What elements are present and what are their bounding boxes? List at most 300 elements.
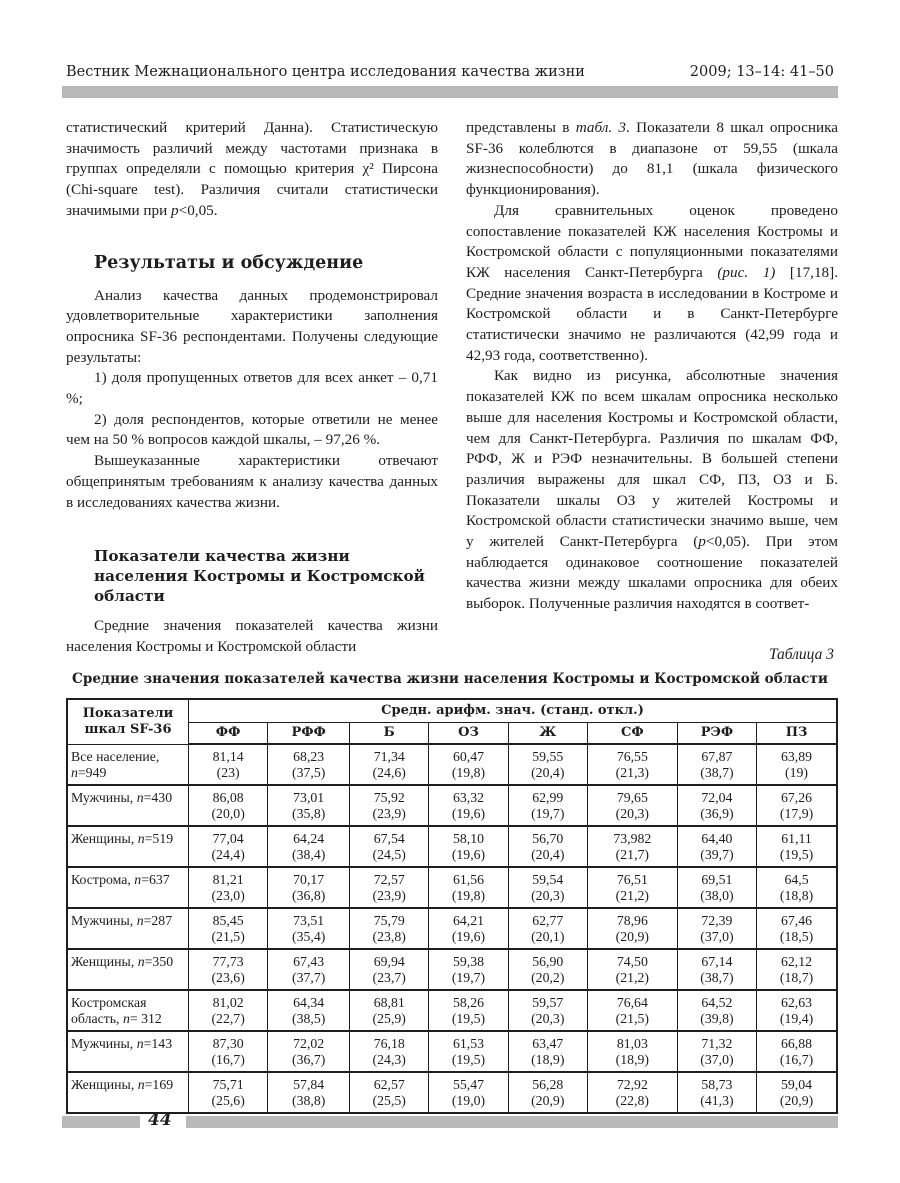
sd-value: (24,4) xyxy=(211,847,245,862)
paragraph xyxy=(466,118,838,201)
table-cell xyxy=(508,949,587,990)
mean-value: 77,73 xyxy=(212,954,244,969)
row-label xyxy=(67,744,189,785)
mean-value: 79,65 xyxy=(616,790,648,805)
sample-size-value: = 312 xyxy=(129,1011,162,1026)
sd-value: (25,9) xyxy=(372,1011,406,1026)
table-cell xyxy=(189,1072,268,1113)
group-header: Средн. арифм. знач. (станд. откл.) xyxy=(189,699,838,723)
mean-value: 85,45 xyxy=(212,913,244,928)
sd-value: (35,8) xyxy=(292,806,326,821)
issue-info: 2009; 13–14: 41–50 xyxy=(689,64,834,80)
table-cell xyxy=(189,867,268,908)
mean-value: 61,53 xyxy=(452,1036,485,1051)
sample-size-value: =519 xyxy=(144,831,174,846)
footer-rule-right xyxy=(186,1116,838,1128)
mean-value: 56,90 xyxy=(532,954,564,969)
sd-value: (16,7) xyxy=(211,1052,245,1067)
mean-value: 68,23 xyxy=(293,749,325,764)
table-cell xyxy=(350,908,429,949)
row-label-text: Все население, xyxy=(71,748,160,764)
sd-value: (21,7) xyxy=(615,847,650,862)
sd-value: (37,0) xyxy=(700,929,734,944)
row-label xyxy=(67,908,189,949)
sd-value: (25,6) xyxy=(211,1093,245,1108)
sd-value: (25,5) xyxy=(372,1093,406,1108)
sample-size-value: =637 xyxy=(141,872,170,887)
sd-value: (19,6) xyxy=(451,806,486,821)
sd-value: (19,8) xyxy=(451,765,486,780)
table-cell xyxy=(268,990,350,1031)
table-row xyxy=(67,990,837,1031)
sd-value: (20,3) xyxy=(531,1011,565,1026)
table-cell xyxy=(189,990,268,1031)
table-row xyxy=(67,1031,837,1072)
mean-value: 73,51 xyxy=(293,913,325,928)
mean-value: 64,24 xyxy=(293,831,325,846)
table-cell xyxy=(757,1072,837,1113)
sd-value: (38,4) xyxy=(292,847,326,862)
row-label xyxy=(67,990,189,1031)
list-item: 1) доля пропущенных ответов для всех анкет – 0,71 %; xyxy=(66,369,438,408)
table-cell xyxy=(757,949,837,990)
paragraph-text: . Показатели 8 шкал опросника SF-36 колеблются в диапазоне от 59,55 (шкала жизнеспособности) до 81,1 (шкала физического функционирования). xyxy=(466,119,838,199)
mean-value: 74,50 xyxy=(616,954,648,969)
sd-value: (20,4) xyxy=(531,765,565,780)
sd-value: (19) xyxy=(785,765,809,780)
table-row xyxy=(67,1072,837,1113)
table-row xyxy=(67,785,837,826)
table-cell xyxy=(429,1072,508,1113)
table-title: Средние значения показателей качества жизни населения Костромы и Костромской области xyxy=(72,671,828,687)
sd-value: (23,7) xyxy=(372,970,406,985)
sd-value: (22,8) xyxy=(615,1093,650,1108)
table-cell xyxy=(508,826,587,867)
sd-value: (24,6) xyxy=(372,765,406,780)
sd-value: (38,7) xyxy=(700,970,734,985)
mean-value: 72,04 xyxy=(701,790,733,805)
table-cell xyxy=(268,867,350,908)
mean-value: 76,55 xyxy=(616,749,648,764)
table-cell xyxy=(757,867,837,908)
row-label xyxy=(67,1031,189,1072)
table-cell xyxy=(587,785,677,826)
table-cell xyxy=(757,785,837,826)
data-table xyxy=(66,698,838,1114)
table-cell xyxy=(508,744,587,785)
table-cell xyxy=(677,990,756,1031)
sample-size-symbol: n xyxy=(136,1036,144,1051)
row-label-text: Мужчины, xyxy=(71,913,137,928)
mean-value: 63,47 xyxy=(532,1036,564,1051)
column-header: СФ xyxy=(587,723,677,745)
mean-value: 70,17 xyxy=(293,872,325,887)
table-cell xyxy=(508,785,587,826)
sd-value: (21,3) xyxy=(615,765,650,780)
row-label xyxy=(67,867,189,908)
subsection-heading: Показатели качества жизни населения Костромы и Костромской области xyxy=(94,547,425,606)
sd-value: (21,2) xyxy=(615,888,650,903)
table-cell xyxy=(677,744,756,785)
sd-value: (20,9) xyxy=(531,1093,565,1108)
column-header: ПЗ xyxy=(757,723,837,745)
sd-value: (22,7) xyxy=(211,1011,245,1026)
mean-value: 71,32 xyxy=(701,1036,733,1051)
table-cell xyxy=(677,949,756,990)
sample-size-symbol: n xyxy=(137,831,145,846)
row-label-text: Костромская xyxy=(71,995,147,1010)
journal-title: Вестник Межнационального центра исследования качества жизни xyxy=(66,64,585,80)
mean-value: 58,73 xyxy=(701,1077,733,1092)
row-label-text: Кострома, xyxy=(71,872,135,887)
sd-value: (24,5) xyxy=(372,847,406,862)
mean-value: 58,26 xyxy=(452,995,485,1010)
table-cell xyxy=(268,908,350,949)
sd-value: (19,5) xyxy=(451,1052,486,1067)
table-cell xyxy=(429,826,508,867)
sd-value: (23,0) xyxy=(211,888,245,903)
sd-value: (19,4) xyxy=(779,1011,814,1026)
mean-value: 56,28 xyxy=(532,1077,564,1092)
table-cell xyxy=(268,826,350,867)
sd-value: (19,8) xyxy=(451,888,486,903)
mean-value: 81,02 xyxy=(212,995,244,1010)
table-cell xyxy=(429,908,508,949)
sample-size-value: =143 xyxy=(143,1036,173,1051)
column-header: Ж xyxy=(508,723,587,745)
paragraph-text: [17,18]. Средние значения возраста в исследовании в Костроме и Костромской области и в Санкт-Петербурге статистически значимо не различаются (42,99 года и 42,93 года, соответственно). xyxy=(466,263,838,364)
table-cell xyxy=(677,826,756,867)
mean-value: 59,55 xyxy=(532,749,564,764)
column-header: РФФ xyxy=(268,723,350,745)
sample-size-value: =350 xyxy=(144,954,174,969)
header-rule xyxy=(62,86,838,98)
stub-header-line: шкал SF-36 xyxy=(84,721,172,737)
sd-value: (19,5) xyxy=(451,1011,486,1026)
table-cell xyxy=(508,990,587,1031)
mean-value: 67,14 xyxy=(701,954,733,969)
row-label-text: область, xyxy=(71,1011,123,1026)
sd-value: (39,7) xyxy=(700,847,734,862)
table-cell xyxy=(677,908,756,949)
mean-value: 61,11 xyxy=(781,831,812,846)
table-row xyxy=(67,867,837,908)
table-cell xyxy=(189,826,268,867)
sd-value: (20,1) xyxy=(531,929,565,944)
table-cell xyxy=(350,826,429,867)
sd-value: (38,8) xyxy=(292,1093,326,1108)
sd-value: (37,0) xyxy=(700,1052,734,1067)
paragraph: Как видно из рисунка, абсолютные значения показателей КЖ по всем шкалам опросника несколько выше для населения Костромы и Костромской области, чем для Санкт-Петербурга. Различия по шкалам ФФ, РФФ, Ж и РЭФ незначительны. В большей степени различия выражены для шкал СФ, ПЗ, ОЗ и Б. Показатели шкалы ОЗ у жителей Костромы и Костромской области статистически значимо выше, чем у жителей Санкт-Петербурга (p<0,05). При этом наблюдается одинаковое соотношение показателей качества жизни между шкалами опросника для обеих выборок. Полученные различия находятся в соответ- xyxy=(466,367,838,613)
table-cell xyxy=(350,949,429,990)
mean-value: 75,92 xyxy=(373,790,405,805)
sample-size-symbol: n xyxy=(134,872,142,887)
sd-value: (37,7) xyxy=(292,970,326,985)
stub-header xyxy=(67,699,189,744)
sd-value: (23,9) xyxy=(372,888,406,903)
sample-size-value: =430 xyxy=(143,790,173,805)
sd-value: (21,5) xyxy=(615,1011,650,1026)
table-cell xyxy=(429,1031,508,1072)
mean-value: 63,32 xyxy=(452,790,485,805)
sd-value: (36,8) xyxy=(292,888,326,903)
row-label-text: Женщины, xyxy=(71,954,138,969)
table-cell xyxy=(677,1072,756,1113)
mean-value: 72,02 xyxy=(293,1036,325,1051)
table-cell xyxy=(350,867,429,908)
sd-value: (19,5) xyxy=(779,847,814,862)
mean-value: 56,70 xyxy=(532,831,564,846)
row-label xyxy=(67,826,189,867)
table-cell xyxy=(508,908,587,949)
column-header: Б xyxy=(350,723,429,745)
table-label: Таблица 3 xyxy=(768,646,834,663)
table-row xyxy=(67,949,837,990)
sd-value: (18,9) xyxy=(615,1052,650,1067)
paragraph: Вышеуказанные характеристики отвечают общепринятым требованиям к анализу качества данных в исследованиях качества жизни. xyxy=(66,452,438,511)
table-cell xyxy=(429,949,508,990)
mean-value: 58,10 xyxy=(452,831,485,846)
column-header: РЭФ xyxy=(677,723,756,745)
sd-value: (21,2) xyxy=(615,970,650,985)
mean-value: 67,87 xyxy=(701,749,733,764)
sd-value: (23) xyxy=(216,765,240,780)
sd-value: (38,0) xyxy=(700,888,734,903)
sd-value: (19,6) xyxy=(451,847,486,862)
mean-value: 59,54 xyxy=(532,872,564,887)
table-cell xyxy=(757,908,837,949)
sd-value: (38,5) xyxy=(292,1011,326,1026)
table-row xyxy=(67,908,837,949)
mean-value: 72,39 xyxy=(701,913,733,928)
table-cell xyxy=(429,785,508,826)
mean-value: 86,08 xyxy=(212,790,244,805)
mean-value: 67,26 xyxy=(781,790,813,805)
sd-value: (41,3) xyxy=(700,1093,734,1108)
table-cell xyxy=(350,1031,429,1072)
mean-value: 72,57 xyxy=(373,872,405,887)
mean-value: 75,79 xyxy=(373,913,405,928)
table-cell xyxy=(677,867,756,908)
mean-value: 64,21 xyxy=(452,913,485,928)
table-cell xyxy=(429,990,508,1031)
table-cell xyxy=(587,867,677,908)
table-cell xyxy=(587,1031,677,1072)
mean-value: 78,96 xyxy=(616,913,648,928)
mean-value: 77,04 xyxy=(212,831,244,846)
page-number: 44 xyxy=(148,1110,172,1130)
sd-value: (20,0) xyxy=(211,806,245,821)
table-cell xyxy=(508,867,587,908)
mean-value: 69,94 xyxy=(373,954,405,969)
mean-value: 62,63 xyxy=(781,995,813,1010)
mean-value: 67,46 xyxy=(781,913,813,928)
sample-size-symbol: n xyxy=(136,913,144,928)
mean-value: 64,52 xyxy=(701,995,733,1010)
table-cell xyxy=(268,1031,350,1072)
right-column xyxy=(466,118,838,615)
sd-value: (18,9) xyxy=(531,1052,565,1067)
sd-value: (36,9) xyxy=(700,806,734,821)
table-row xyxy=(67,826,837,867)
sd-value: (35,4) xyxy=(292,929,326,944)
mean-value: 61,56 xyxy=(452,872,485,887)
sample-size-symbol: n xyxy=(136,790,144,805)
mean-value: 59,04 xyxy=(781,1077,813,1092)
sd-value: (38,7) xyxy=(700,765,734,780)
mean-value: 73,01 xyxy=(293,790,325,805)
sd-value: (24,3) xyxy=(372,1052,406,1067)
mean-value: 62,12 xyxy=(781,954,813,969)
mean-value: 81,14 xyxy=(212,749,244,764)
mean-value: 75,71 xyxy=(212,1077,244,1092)
sd-value: (39,8) xyxy=(700,1011,734,1026)
table-cell xyxy=(587,990,677,1031)
sample-size-symbol: n xyxy=(137,1077,145,1092)
mean-value: 59,38 xyxy=(452,954,485,969)
sd-value: (18,7) xyxy=(779,970,814,985)
table-cell xyxy=(429,867,508,908)
mean-value: 76,18 xyxy=(373,1036,405,1051)
paragraph xyxy=(466,201,838,367)
row-label xyxy=(67,949,189,990)
mean-value: 67,43 xyxy=(293,954,325,969)
paragraph-text: представлены в xyxy=(466,119,576,136)
paragraph: статистический критерий Данна). Статистическую значимость различий между частотами признака в группах определяли с помощью критерия χ² Пирсона (Chi-square test). Различия считали статистически значимыми при p<0,05. xyxy=(66,119,438,219)
sd-value: (20,4) xyxy=(531,847,565,862)
mean-value: 64,40 xyxy=(701,831,733,846)
mean-value: 69,51 xyxy=(701,872,733,887)
mean-value: 62,77 xyxy=(532,913,564,928)
table-cell xyxy=(757,1031,837,1072)
sd-value: (17,9) xyxy=(779,806,814,821)
paragraph: Средние значения показателей качества жизни населения Костромы и Костромской области xyxy=(66,617,438,655)
figure-reference: (рис. 1) xyxy=(717,263,776,281)
sd-value: (19,6) xyxy=(451,929,486,944)
sd-value: (37,5) xyxy=(292,765,326,780)
sd-value: (20,3) xyxy=(615,806,650,821)
mean-value: 66,88 xyxy=(781,1036,813,1051)
sd-value: (23,6) xyxy=(211,970,245,985)
table-reference: табл. 3 xyxy=(575,119,627,136)
table-cell xyxy=(268,1072,350,1113)
mean-value: 62,57 xyxy=(373,1077,405,1092)
column-header: ФФ xyxy=(189,723,268,745)
table-cell xyxy=(677,1031,756,1072)
sd-value: (23,8) xyxy=(372,929,406,944)
mean-value: 64,5 xyxy=(784,872,809,887)
table-cell xyxy=(189,785,268,826)
column-header: ОЗ xyxy=(429,723,508,745)
row-label-text: Женщины, xyxy=(71,1077,138,1092)
mean-value: 55,47 xyxy=(452,1077,485,1092)
mean-value: 71,34 xyxy=(373,749,405,764)
sd-value: (20,9) xyxy=(615,929,650,944)
mean-value: 81,03 xyxy=(616,1036,648,1051)
mean-value: 73,982 xyxy=(613,831,652,846)
row-label xyxy=(67,785,189,826)
table-cell xyxy=(587,949,677,990)
left-column xyxy=(66,118,438,658)
sd-value: (20,9) xyxy=(779,1093,814,1108)
mean-value: 76,51 xyxy=(616,872,648,887)
mean-value: 67,54 xyxy=(373,831,405,846)
sd-value: (18,8) xyxy=(779,888,814,903)
table-cell xyxy=(429,744,508,785)
table-cell xyxy=(757,990,837,1031)
row-label xyxy=(67,1072,189,1113)
table-cell xyxy=(350,990,429,1031)
table-cell xyxy=(189,949,268,990)
table-cell xyxy=(757,744,837,785)
sd-value: (19,0) xyxy=(451,1093,486,1108)
section-heading: Результаты и обсуждение xyxy=(94,252,364,273)
mean-value: 81,21 xyxy=(212,872,244,887)
mean-value: 72,92 xyxy=(616,1077,648,1092)
mean-value: 64,34 xyxy=(293,995,325,1010)
paragraph: Анализ качества данных продемонстрировал удовлетворительные характеристики заполнения опросника SF-36 респондентами. Получены следующие результаты: xyxy=(66,286,438,366)
sample-size-value: =169 xyxy=(144,1077,174,1092)
table-cell xyxy=(677,785,756,826)
sample-size-value: =287 xyxy=(143,913,173,928)
row-label-text: Женщины, xyxy=(71,831,138,846)
sd-value: (36,7) xyxy=(292,1052,326,1067)
list-item: 2) доля респондентов, которые ответили не менее чем на 50 % вопросов каждой шкалы, – 97,26 %. xyxy=(66,410,438,449)
sd-value: (21,5) xyxy=(211,929,245,944)
mean-value: 76,64 xyxy=(616,995,648,1010)
table-cell xyxy=(268,949,350,990)
sd-value: (20,3) xyxy=(531,888,565,903)
table-cell xyxy=(587,744,677,785)
sample-size-symbol: n xyxy=(122,1011,130,1026)
sample-size-symbol: n xyxy=(137,954,145,969)
mean-value: 87,30 xyxy=(212,1036,244,1051)
mean-value: 63,89 xyxy=(781,749,813,764)
table-cell xyxy=(587,1072,677,1113)
table-cell xyxy=(350,744,429,785)
sd-value: (19,7) xyxy=(531,806,565,821)
paragraph-text: Для сравнительных оценок проведено сопоставление показателей КЖ населения Костромы и Костромской области с популяционными показателями КЖ населения Санкт-Петербурга xyxy=(466,201,838,281)
mean-value: 59,57 xyxy=(532,995,564,1010)
table-cell xyxy=(508,1072,587,1113)
mean-value: 62,99 xyxy=(532,790,564,805)
row-label-text: Мужчины, xyxy=(71,790,137,805)
sd-value: (23,9) xyxy=(372,806,406,821)
sample-size-symbol: n xyxy=(71,764,78,780)
table-cell xyxy=(587,908,677,949)
table-cell xyxy=(189,744,268,785)
mean-value: 68,81 xyxy=(373,995,405,1010)
table-row xyxy=(67,744,837,785)
table-cell xyxy=(350,1072,429,1113)
mean-value: 60,47 xyxy=(452,749,485,764)
footer-rule-left xyxy=(62,1116,140,1128)
table-cell xyxy=(508,1031,587,1072)
sd-value: (19,7) xyxy=(451,970,486,985)
row-label-text: Мужчины, xyxy=(71,1036,137,1051)
table-cell xyxy=(757,826,837,867)
sample-size-value: =949 xyxy=(77,764,107,780)
stub-header-line: Показатели xyxy=(82,705,174,721)
table-cell xyxy=(268,744,350,785)
table-cell xyxy=(268,785,350,826)
table-cell xyxy=(189,908,268,949)
table-cell xyxy=(587,826,677,867)
sd-value: (18,5) xyxy=(779,929,814,944)
table-cell xyxy=(350,785,429,826)
mean-value: 57,84 xyxy=(293,1077,325,1092)
table-cell xyxy=(189,1031,268,1072)
